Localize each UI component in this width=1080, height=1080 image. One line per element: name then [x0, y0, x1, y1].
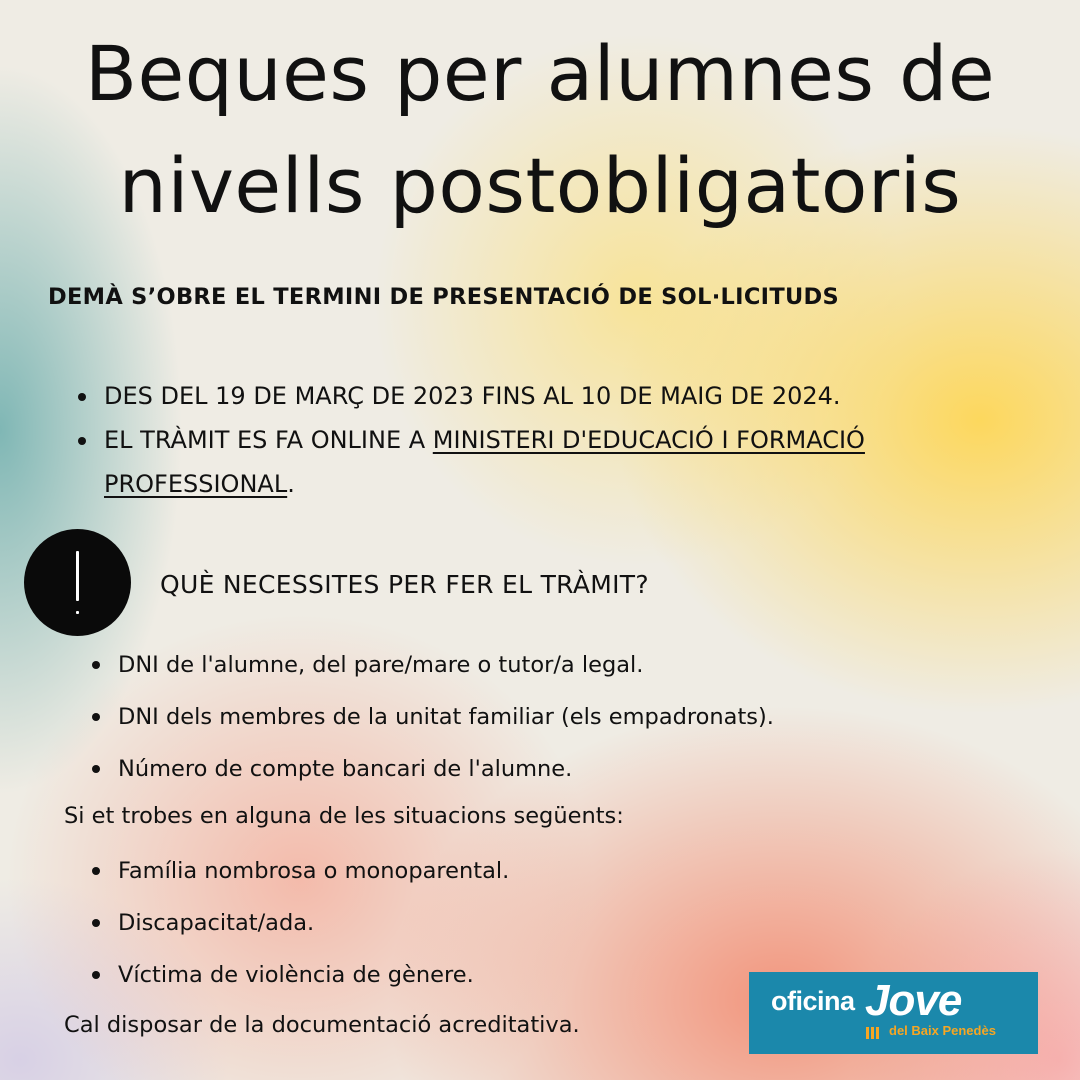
logo-word-region: del Baix Penedès: [889, 1023, 996, 1038]
page-title: [0, 18, 1080, 242]
logo-word-oficina: oficina: [771, 986, 855, 1016]
list-item: Víctima de violència de gènere.: [92, 949, 1042, 1001]
oficina-jove-logo: [749, 972, 1038, 1054]
online-text: EL TRÀMIT ES FA ONLINE A: [104, 426, 433, 454]
list-item: DNI dels membres de la unitat familiar (els empadronats).: [92, 691, 1042, 743]
dates-text: DES DEL 19 DE MARÇ DE 2023 FINS AL 10 DE MAIG DE 2024.: [104, 382, 841, 410]
list-item: Número de compte bancari de l'alumne.: [92, 743, 1042, 795]
title-line-1: Beques per alumnes de: [84, 29, 996, 118]
subtitle: DEMÀ S’OBRE EL TERMINI DE PRESENTACIÓ DE SOL·LICITUDS: [48, 284, 840, 310]
requirements-heading: QUÈ NECESSITES PER FER EL TRÀMIT?: [160, 570, 649, 599]
period: .: [287, 470, 295, 498]
exclamation-bar: [76, 551, 79, 601]
list-item: Família nombrosa o monoparental.: [92, 845, 1042, 897]
ministry-link[interactable]: MINISTERI D'EDUCACIÓ I FORMACIÓ PROFESSIONAL: [104, 426, 865, 498]
list-item: [78, 418, 1058, 506]
exclamation-icon: [24, 529, 131, 636]
logo-stripes: [866, 1024, 884, 1036]
title-line-2: nivells postobligatoris: [118, 141, 962, 230]
documentation-note: Cal disposar de la documentació acreditativa.: [64, 1012, 580, 1038]
requirements-list: [92, 639, 1042, 795]
list-item: Discapacitat/ada.: [92, 897, 1042, 949]
list-item: [78, 374, 1058, 418]
logo-word-jove: Jove: [865, 976, 962, 1025]
dates-list: [78, 374, 1058, 506]
situations-intro: Si et trobes en alguna de les situacions següents:: [64, 803, 624, 829]
list-item: DNI de l'alumne, del pare/mare o tutor/a legal.: [92, 639, 1042, 691]
exclamation-dot: [76, 611, 79, 614]
